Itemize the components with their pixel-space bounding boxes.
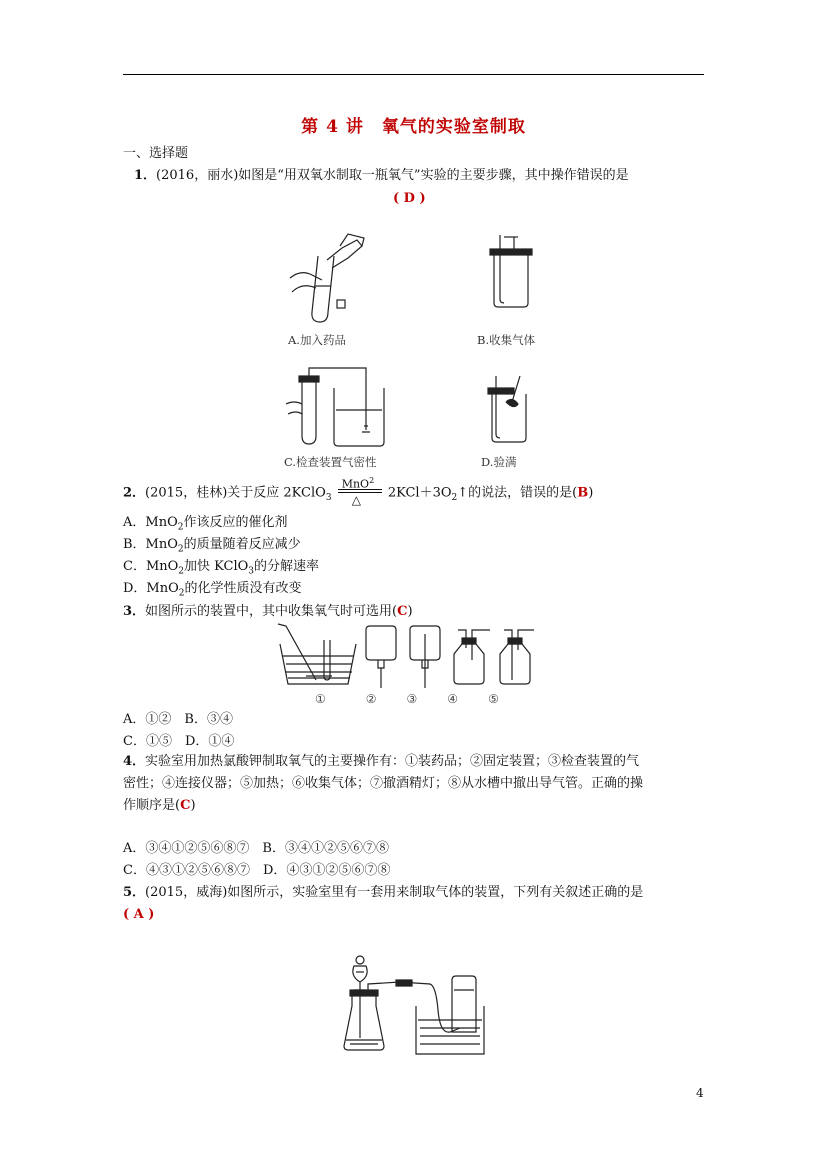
question-4-line1: [123, 753, 639, 771]
question-3: [123, 603, 413, 621]
q5-text: (2015，威海)如图所示，实验室里有一套用来制取气体的装置，下列有关叙述正确的是: [145, 885, 644, 900]
opt-a-post: 作该反应的催化剂: [183, 515, 288, 530]
label-2: ②: [365, 692, 377, 706]
q1-answer: ( D ): [393, 191, 426, 206]
page-number: 4: [696, 1086, 704, 1100]
q4-option-d: D．④③①②⑤⑥⑦⑧: [262, 863, 391, 878]
q2-product: 2KCl＋3O: [387, 485, 452, 501]
q2-suffix: 的说法，错误的是(: [468, 485, 578, 501]
q4-text-3: 作顺序是(: [123, 798, 181, 813]
q3-number: 3．: [123, 604, 146, 619]
header-rule: [123, 74, 704, 75]
opt-c-pre: C．MnO: [123, 559, 179, 574]
opt-c-sub2: 3: [248, 566, 255, 577]
q4-options-row1: [123, 840, 389, 858]
opt-b-pre: B．MnO: [123, 537, 178, 552]
caption-c: C.检查装置气密性: [284, 455, 377, 469]
q2-option-d: [123, 580, 302, 603]
opt-c-post: 加快 KClO: [184, 559, 249, 574]
q3-option-d: D．①④: [184, 734, 235, 749]
label-3: ③: [406, 692, 418, 706]
catalyst-sub: 2: [369, 476, 375, 485]
figure-q5-apparatus: [340, 950, 500, 1060]
q1-number: 1．: [134, 168, 157, 183]
opt-d-sub: 2: [178, 588, 185, 599]
q2-arrow: ↑: [457, 485, 469, 501]
q4-answer: C: [180, 798, 191, 813]
opt-c-sub: 2: [178, 566, 185, 577]
q3-option-a: A．①②: [123, 712, 172, 727]
q2-sub3: 3: [325, 493, 332, 504]
q3-option-b: B．③④: [184, 712, 233, 727]
label-5: ⑤: [488, 692, 499, 706]
caption-b: B.收集气体: [477, 333, 536, 347]
q2-sub2: 2: [451, 493, 458, 504]
q3-text: 如图所示的装置中，其中收集氧气时可选用(: [145, 604, 398, 619]
q3-option-c: C．①⑤: [123, 734, 172, 749]
q2-number: 2．: [123, 485, 146, 501]
q3-options-row1: [123, 711, 233, 729]
q2-option-a: [123, 514, 287, 537]
question-5: [123, 884, 643, 902]
q4-options-row2: [123, 862, 390, 880]
caption-a: A.加入药品: [288, 333, 346, 347]
q5-answer: ( A ): [123, 907, 155, 922]
opt-a-pre: A．MnO: [123, 515, 178, 530]
question-2: [123, 476, 594, 507]
figure-a-add-reagent: [282, 230, 382, 330]
q2-prefix: (2015，桂林)关于反应 2KClO: [145, 485, 326, 501]
page-title: 第 4 讲 氧气的实验室制取: [301, 117, 526, 137]
q3-options-row2: [123, 733, 234, 751]
opt-a-sub: 2: [177, 522, 184, 533]
opt-b-post: 的质量随着反应减少: [183, 537, 301, 552]
q1-text: (2016，丽水)如图是“用双氧水制取一瓶氧气”实验的主要步骤，其中操作错误的是: [156, 168, 629, 183]
q3-answer: C: [397, 604, 408, 619]
q4-option-a: A．③④①②⑤⑥⑧⑦: [123, 841, 250, 856]
q4-close: ): [190, 798, 196, 813]
figure-b-collect-gas: [484, 225, 544, 315]
caption-d: D.验满: [481, 455, 517, 469]
q2-close: ): [588, 485, 594, 501]
opt-c-post2: 的分解速率: [254, 559, 320, 574]
q2-option-b: [123, 536, 301, 559]
label-4: ④: [447, 692, 459, 706]
opt-b-sub: 2: [177, 544, 184, 555]
q3-close: ): [407, 604, 413, 619]
figure-d-test-full: [484, 372, 544, 452]
q2-option-c: [123, 558, 319, 581]
q2-answer: B: [577, 485, 589, 501]
q4-text-1: 实验室用加热氯酸钾制取氧气的主要操作有：①装药品；②固定装置；③检查装置的气: [145, 754, 640, 769]
question-4-line2: 密性；④连接仪器；⑤加热；⑥收集气体；⑦撤酒精灯；⑧从水槽中撤出导气管。正确的操: [123, 776, 644, 791]
q4-option-b: B．③④①②⑤⑥⑦⑧: [262, 841, 389, 856]
heat-symbol: △: [351, 493, 361, 507]
opt-d-post: 的化学性质没有改变: [184, 581, 302, 596]
opt-d-pre: D．MnO: [123, 581, 179, 596]
question-1: [134, 167, 629, 185]
question-4-line3: [123, 797, 196, 815]
label-1: ①: [315, 692, 326, 706]
q5-number: 5．: [123, 885, 146, 900]
q3-figure-labels: [315, 690, 545, 708]
q4-number: 4．: [123, 754, 146, 769]
figure-c-check-airtight: [284, 360, 394, 450]
catalyst-text: MnO: [341, 477, 370, 491]
section-heading: 一、选择题: [123, 146, 189, 161]
reaction-condition: [336, 476, 384, 507]
q4-option-c: C．④③①②⑤⑥⑧⑦: [123, 863, 250, 878]
